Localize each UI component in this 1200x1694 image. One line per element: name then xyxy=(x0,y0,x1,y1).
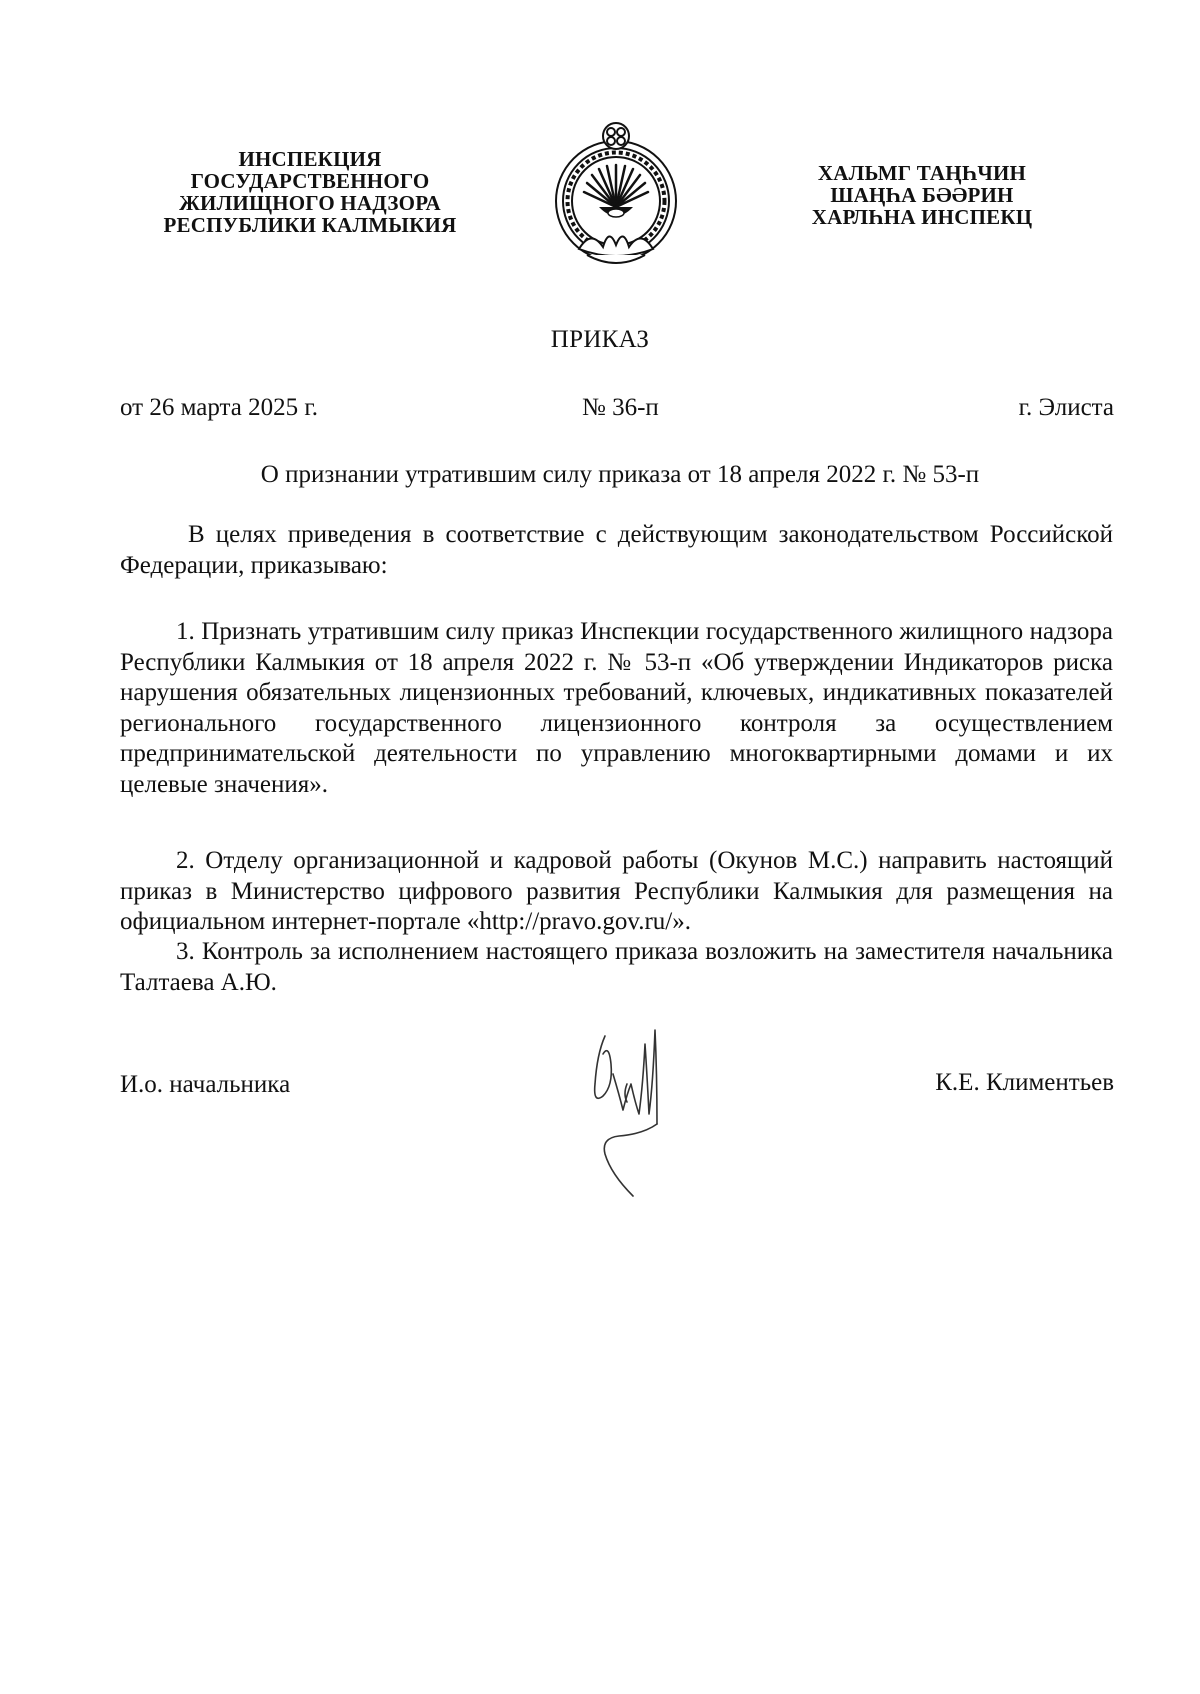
document-date: от 26 марта 2025 г. xyxy=(120,394,319,421)
header-right-line: ХАЛЬМГ ТАҢҺЧИН xyxy=(817,161,1027,185)
header-left-line: ЖИЛИЩНОГО НАДЗОРА xyxy=(179,191,441,215)
preamble-paragraph: В целях приведения в соответствие с действующим законодательством Российской Федерации, приказываю: xyxy=(120,521,1113,579)
header-left-line: ГОСУДАРСТВЕННОГО xyxy=(190,169,430,193)
order-item-3: 3. Контроль за исполнением настоящего приказа возложить на заместителя начальника Талтаева А.Ю. xyxy=(120,938,1113,996)
order-item-2: 2. Отделу организационной и кадровой работы (Окунов М.С.) направить настоящий приказ в Министерство цифрового развития Республики Калмыкия для размещения на официальном интернет-портале «http://pravo.gov.ru/». xyxy=(120,847,1113,935)
header-right-line: ХАРЛҺНА ИНСПЕКЦ xyxy=(811,205,1033,229)
order-item-1: 1. Признать утратившим силу приказ Инспекции государственного жилищного надзора Республики Калмыкия от 18 апреля 2022 г. № 53-п «Об утверждении Индикаторов риска нарушения обязательных лицензионных требований, ключевых, индикативных показателей регионального государственного лицензионного контроля за осуществлением предпринимательской деятельности по управлению многоквартирными домами и их целевые значения». xyxy=(120,618,1113,798)
header-left-line: РЕСПУБЛИКИ КАЛМЫКИЯ xyxy=(163,213,457,237)
document-subject: О признании утратившим силу приказа от 18 апреля 2022 г. № 53-п xyxy=(260,461,980,488)
header-right-line: ШАҢҺА БӘӘРИН xyxy=(830,183,1014,207)
document-title: ПРИКАЗ xyxy=(550,326,650,353)
signer-title: И.о. начальника xyxy=(120,1071,291,1098)
header-left-line: ИНСПЕКЦИЯ xyxy=(238,147,382,171)
document-city: г. Элиста xyxy=(1018,394,1114,421)
header-right-organization-name xyxy=(792,162,1052,228)
kalmykia-coat-of-arms-icon xyxy=(551,121,681,276)
header-left-organization-name xyxy=(150,148,470,236)
document-number: № 36-п xyxy=(582,394,659,421)
signer-name: К.Е. Климентьев xyxy=(935,1069,1114,1096)
handwritten-signature-icon xyxy=(583,1024,693,1204)
